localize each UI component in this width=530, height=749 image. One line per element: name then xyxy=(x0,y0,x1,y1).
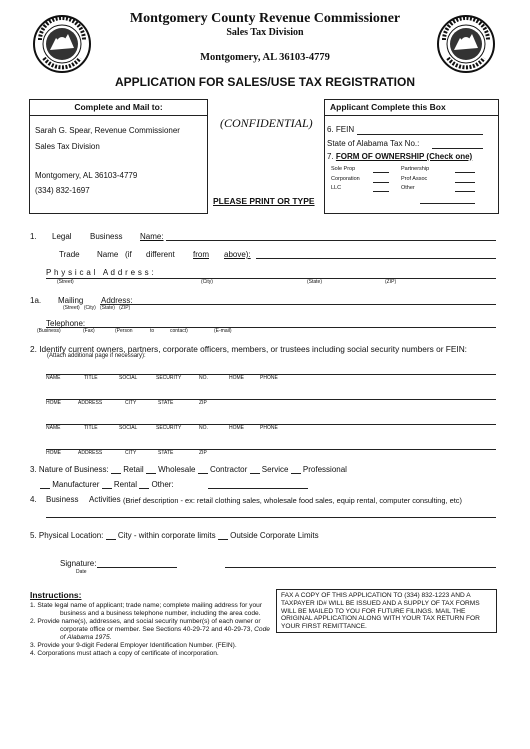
owner-2-col-zip: ZIP xyxy=(199,450,207,456)
trade-if: (if xyxy=(125,250,132,259)
sole-prop-check[interactable] xyxy=(373,164,389,173)
owner-1-col-security: SECURITY xyxy=(156,375,182,381)
trade-name-label: Name xyxy=(97,250,119,259)
physical-city-sub: (City) xyxy=(201,279,213,285)
owner-2-col-home-addr: HOME xyxy=(46,450,61,456)
manufacturer-check[interactable] xyxy=(40,480,50,489)
owner-1-col-zip: ZIP xyxy=(199,400,207,406)
mail-phone: (334) 832-1697 xyxy=(35,186,90,195)
q4-description-hint: (Brief description - ex: retail clothing sales, wholesale food sales, equip rental, computer consulting, etc) xyxy=(123,496,462,505)
owner-1-col-city: CITY xyxy=(125,400,137,406)
other-ownership-specify[interactable] xyxy=(420,195,475,204)
form-title: APPLICATION FOR SALES/USE TAX REGISTRATION xyxy=(114,75,415,89)
owner-2-address-line[interactable] xyxy=(46,439,496,450)
instruction-2-code: Code of Alabama 1975. xyxy=(60,626,270,641)
wholesale-label: Wholesale xyxy=(158,465,196,474)
partnership-label: Partnership xyxy=(401,166,430,172)
service-check[interactable] xyxy=(250,465,260,474)
llc-label: LLC xyxy=(331,185,342,191)
rental-label: Rental xyxy=(113,480,137,489)
signature-label: Signature: xyxy=(60,559,97,568)
mail-line-1: Sarah G. Spear, Revenue Commissioner xyxy=(35,126,180,135)
ownership-label: FORM OF OWNERSHIP (Check one) xyxy=(335,152,473,161)
mail-to-box xyxy=(29,99,208,214)
state-tax-label: State of Alabama Tax No.: xyxy=(327,139,420,148)
other-business-input[interactable] xyxy=(208,478,308,489)
owner-1-col-name: NAME xyxy=(46,375,61,381)
owner-2-col-address: ADDRESS xyxy=(78,450,103,456)
q4-number: 4. xyxy=(30,495,37,504)
applicant-heading: Applicant Complete this Box xyxy=(325,100,498,116)
physical-zip-sub: (ZIP) xyxy=(385,279,397,285)
owner-1-col-phone: PHONE xyxy=(260,375,278,381)
tel-sub-business: (Business) xyxy=(37,328,61,334)
city-line: Montgomery, AL 36103-4779 xyxy=(200,52,330,63)
physical-address-label: P h y s i c a l A d d r e s s : xyxy=(46,268,155,277)
owner-1-col-address: ADDRESS xyxy=(78,400,103,406)
physical-state-sub: (State) xyxy=(307,279,323,285)
prof-assoc-label: Prof Assoc xyxy=(401,176,428,182)
ownership-heading xyxy=(327,152,472,161)
within-limits-label: City - within corporate limits xyxy=(117,531,216,540)
owner-1-col-home-addr: HOME xyxy=(46,400,61,406)
tel-sub-contact: contact) xyxy=(170,328,188,334)
trade-label: Trade xyxy=(59,250,80,259)
instruction-1: 1. State legal name of applicant; trade name; complete mailing address for your business and a business telephone number, including the area code. xyxy=(30,602,263,617)
ownership-num: 7. xyxy=(327,152,334,161)
applicant-box xyxy=(324,99,499,214)
owner-1-name-line[interactable] xyxy=(46,364,496,375)
trade-above: above): xyxy=(224,250,251,259)
mail-line-3: Montgomery, AL 36103-4779 xyxy=(35,171,138,180)
owner-2-col-state: STATE xyxy=(158,450,174,456)
sole-prop-label: Sole Prop xyxy=(331,166,356,172)
owner-2-col-phone: PHONE xyxy=(260,425,278,431)
owner-2-col-no: NO. xyxy=(199,425,208,431)
partnership-check[interactable] xyxy=(455,164,475,173)
owner-2-col-security: SECURITY xyxy=(156,425,182,431)
q2-heading: 2. Identify current owners, partners, corporate officers, members, or trustees including social security numbers or FEIN: xyxy=(30,344,467,354)
manufacturer-label: Manufacturer xyxy=(52,480,100,489)
tel-sub-person: (Person xyxy=(115,328,133,334)
date-input[interactable] xyxy=(97,557,177,568)
outside-limits-label: Outside Corporate Limits xyxy=(230,531,319,540)
fein-input[interactable] xyxy=(357,124,483,135)
q5-line xyxy=(30,531,319,540)
q3-line-1 xyxy=(30,465,347,474)
business-activities-input[interactable] xyxy=(46,507,496,518)
tel-sub-to: to xyxy=(150,328,155,334)
instructions-list xyxy=(30,602,270,658)
instruction-2-text: 2. Provide name(s), addresses, and social security number(s) of each owner or corporate office or member. See Sections 40-29-72 and 40-29-73, xyxy=(30,618,261,633)
owner-2-name-line[interactable] xyxy=(46,414,496,425)
within-limits-check[interactable] xyxy=(106,531,116,540)
telephone-label: Telephone: xyxy=(46,319,86,328)
contractor-check[interactable] xyxy=(198,465,208,474)
q5-label: 5. Physical Location: xyxy=(30,531,104,540)
legal-business-name-input[interactable] xyxy=(166,230,496,241)
mailing-label: Mailing xyxy=(58,296,84,305)
q1-number: 1. xyxy=(30,232,37,241)
other-ownership-check[interactable] xyxy=(455,183,475,192)
retail-label: Retail xyxy=(123,465,144,474)
instructions-heading: Instructions: xyxy=(30,590,82,600)
commission-title: Montgomery County Revenue Commissioner xyxy=(129,11,401,26)
mailing-sub-labels: (Street) (City) (State) (ZIP) xyxy=(63,305,131,311)
owner-2-col-social: SOCIAL xyxy=(119,425,138,431)
q3-line-2 xyxy=(40,480,174,489)
other-business-label: Other: xyxy=(151,480,174,489)
mailing-address-label: Address: xyxy=(101,296,133,305)
mail-to-heading: Complete and Mail to: xyxy=(30,100,207,116)
other-business-check[interactable] xyxy=(139,480,149,489)
tel-sub-email: (E-mail) xyxy=(214,328,232,334)
fax-instructions-box: FAX A COPY OF THIS APPLICATION TO (334) 832-1223 AND A TAXPAYER ID# WILL BE ISSUED AND A SUPPLY OF TAX FORMS WILL BE MAILED TO YOU FOR FUTURE FILINGS. MAIL THE ORIGINAL APPLICATION ALONG WITH YOUR TAX RETURN FOR YOUR FIRST REMITTANCE. xyxy=(276,589,497,633)
owner-1-col-title: TITLE xyxy=(84,375,98,381)
contractor-label: Contractor xyxy=(209,465,248,474)
q4-activities: Activities xyxy=(89,495,121,504)
legal-business-name-label: Name: xyxy=(140,232,164,241)
confidential-label: (CONFIDENTIAL) xyxy=(220,116,313,130)
rental-check[interactable] xyxy=(102,480,112,489)
q1a-number: 1a. xyxy=(30,296,42,305)
mailing-address-input[interactable] xyxy=(100,294,496,305)
owner-2-col-name: NAME xyxy=(46,425,61,431)
physical-street-sub: (Street) xyxy=(57,279,74,285)
service-label: Service xyxy=(261,465,289,474)
other-ownership-label: Other xyxy=(401,185,415,191)
trade-different: different xyxy=(146,250,175,259)
date-sub-label: Date xyxy=(76,569,87,575)
owner-1-address-line[interactable] xyxy=(46,389,496,400)
division-subtitle: Sales Tax Division xyxy=(226,27,304,38)
outside-limits-check[interactable] xyxy=(218,531,228,540)
owner-2-col-home: HOME xyxy=(229,425,244,431)
owner-1-col-state: STATE xyxy=(158,400,174,406)
physical-address-input[interactable] xyxy=(46,268,496,279)
corporation-check[interactable] xyxy=(373,174,389,183)
professional-check[interactable] xyxy=(291,465,301,474)
trade-from: from xyxy=(193,250,209,259)
owner-1-col-home: HOME xyxy=(229,375,244,381)
fein-label: 6. FEIN xyxy=(327,125,355,134)
professional-label: Professional xyxy=(302,465,347,474)
wholesale-check[interactable] xyxy=(146,465,156,474)
owner-1-col-no: NO. xyxy=(199,375,208,381)
prof-assoc-check[interactable] xyxy=(455,174,475,183)
trade-name-input[interactable] xyxy=(256,248,496,259)
print-or-type-note: PLEASE PRINT OR TYPE xyxy=(213,196,315,206)
instruction-2 xyxy=(30,618,270,642)
q4-business: Business xyxy=(46,495,79,504)
llc-check[interactable] xyxy=(373,183,389,192)
corporation-label: Corporation xyxy=(331,176,360,182)
q2-sub: (Attach additional page if necessary): xyxy=(47,353,146,359)
owner-2-col-title: TITLE xyxy=(84,425,98,431)
q1-legal: Legal xyxy=(52,232,72,241)
tel-sub-fax: (Fax) xyxy=(83,328,95,334)
owner-1-col-social: SOCIAL xyxy=(119,375,138,381)
q1-business: Business xyxy=(90,232,123,241)
instruction-4: 4. Corporations must attach a copy of certificate of incorporation. xyxy=(30,650,219,657)
state-tax-input[interactable] xyxy=(432,138,483,149)
q3-label: 3. Nature of Business: xyxy=(30,465,109,474)
retail-check[interactable] xyxy=(111,465,121,474)
signature-input[interactable] xyxy=(225,557,496,568)
mail-line-2: Sales Tax Division xyxy=(35,142,100,151)
instruction-3: 3. Provide your 9-digit Federal Employer Identification Number. (FEIN). xyxy=(30,642,237,649)
telephone-input[interactable] xyxy=(46,317,496,328)
owner-2-col-city: CITY xyxy=(125,450,137,456)
